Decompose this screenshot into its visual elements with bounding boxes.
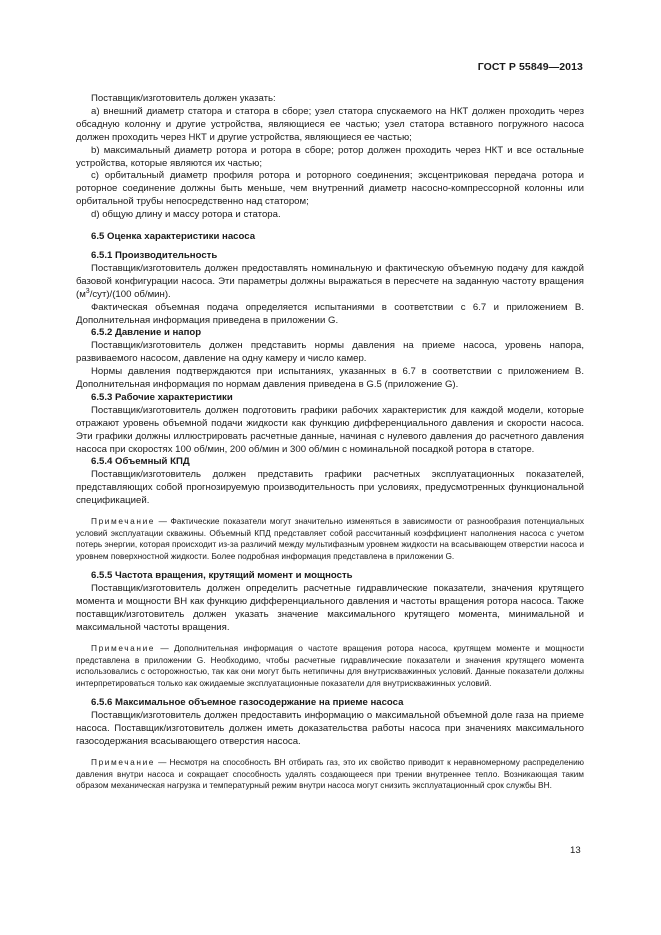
note-label: Примечание — [91, 516, 156, 527]
paragraph: Поставщик/изготовитель должен указать: — [91, 93, 276, 104]
subsection-heading-6-5-6: 6.5.6 Максимальное объемное газосодержание на приеме насоса — [91, 697, 404, 709]
subsection-heading-6-5-1: 6.5.1 Производительность — [91, 249, 218, 261]
note-text: — Несмотря на способность ВН отбирать газ, это их свойство приводит к неравномерному распределению давления внутри насоса и сокращает способность удалять создающееся при трении внутреннее тепло. Возникающая таким образом механическая нагрузка и температурный режим внутри насоса могут снизить эксплуатационный срок службы ВН. — [76, 757, 584, 791]
note — [76, 516, 584, 562]
paragraph: Поставщик/изготовитель должен определить расчетные гидравлические показатели, значения крутящего момента и мощности ВН как функцию дифференциального давления и частоты вращения ротора насоса. Также поставщик/изготовитель должен указать значение максимального крутящего момента, минимальной и максимальной частоты вращения. — [76, 583, 584, 634]
section-heading-6-5: 6.5 Оценка характеристики насоса — [91, 231, 256, 243]
paragraph: Фактическая объемная подача определяется испытаниями в соответствии с 6.7 и приложением В. Дополнительная информация приведена в приложении G. — [76, 301, 584, 326]
page-number: 13 — [570, 845, 581, 856]
note-text: — Дополнительная информация о частоте вращения ротора насоса, крутящем моменте и мощности представлена в приложении G. Необходимо, чтобы расчетные гидравлические показатели и значения крутящего момента использовались с осторожностью, так как они могут быть нетипичны для внутрискважинных условий. Данные показатели должны интерпретироваться только как ожидаемые эксплуатационные показатели для внутрискважинных условий. — [76, 643, 584, 688]
document-header: ГОСТ Р 55849—2013 — [477, 61, 583, 73]
subsection-heading-6-5-2: 6.5.2 Давление и напор — [91, 327, 202, 339]
paragraph: Поставщик/изготовитель должен подготовить графики рабочих характеристик для каждой модели, которые отражают уровень объемной подачи жидкости как функцию дифференциального давления и скорости насоса. Эти графики должны иллюстрировать расчетные данные, начиная с нулевого давления до расчетного давления насоса при скоростях 100 об/мин, 200 об/мин и 300 об/мин с номинальной посадкой ротора в статоре. — [76, 404, 584, 455]
note-text: — Фактические показатели могут значительно изменяться в зависимости от разнообразия потенциальных условий эксплуатации скважины. Объемный КПД представляет собой рассчитанный коэффициент наполнения насоса с учетом потерь энергии, которая происходит из-за различий между мультифазным уровнем жидкости на всасывающем отверстии насоса и уровнем поверхностной жидкости. Более подробная информация представлена в приложении G. — [76, 516, 584, 561]
note — [76, 757, 584, 792]
text: /сут)/(100 об/мин). — [89, 288, 171, 300]
subsection-heading-6-5-3: 6.5.3 Рабочие характеристики — [91, 391, 233, 403]
subsection-heading-6-5-5: 6.5.5 Частота вращения, крутящий момент и мощность — [91, 570, 353, 582]
list-item-c: c) орбитальный диаметр профиля ротора и роторного соединения; эксцентриковая передача ротора и роторное соединение должны быть меньше, чем внутренний диаметр насосно-компрессорной колонны или орбитальной трубы непосредственно над статором; — [76, 170, 584, 208]
superscript: 3 — [85, 287, 90, 295]
list-item-d: d) общую длину и массу ротора и статора. — [91, 209, 281, 221]
paragraph: Поставщик/изготовитель должен представить графики расчетных эксплуатационных показателей, представляющих собой прогнозируемую производительность при условиях, предусмотренных функциональной спецификацией. — [76, 469, 584, 507]
note-label: Примечание — [91, 757, 156, 767]
paragraph: Нормы давления подтверждаются при испытаниях, указанных в 6.7 в соответствии с приложением В. Дополнительная информация по нормам давления приведена в G.5 (приложение G). — [76, 366, 584, 391]
subsection-heading-6-5-4: 6.5.4 Объемный КПД — [91, 456, 190, 468]
paragraph: Поставщик/изготовитель должен предоставить информацию о максимальной объемной доле газа на приеме насоса. Поставщик/изготовитель должен иметь доказательства работы насоса при значениях максимального газосодержания всасывающего отверстия насоса. — [76, 710, 584, 748]
paragraph: Поставщик/изготовитель должен представить нормы давления на приеме насоса, уровень напора, развиваемого насосом, давление на одну камеру и число камер. — [76, 340, 584, 365]
list-item-a: а) внешний диаметр статора и статора в сборе; узел статора спускаемого на НКТ должен проходить через обсадную колонну и другие устройства, являющиеся ее частью; узел статора вставного погружного насоса должен проходить через НКТ и другие устройства, являющиеся ее частью; — [76, 105, 584, 143]
note — [76, 643, 584, 689]
text: Поставщик/изготовитель должен предоставлять номинальную и фактическую объемную подачу для каждой базовой конфигурации насоса. Эти параметры должны выражаться в пересчете на заданную частоту вращения (м — [76, 262, 584, 300]
document-body — [76, 93, 584, 800]
note-label: Примечание — [91, 643, 156, 653]
paragraph — [76, 263, 584, 302]
list-item-b: b) максимальный диаметр ротора и ротора в сборе; ротор должен проходить через НКТ и все остальные устройства, которые являются их частью; — [76, 144, 584, 169]
